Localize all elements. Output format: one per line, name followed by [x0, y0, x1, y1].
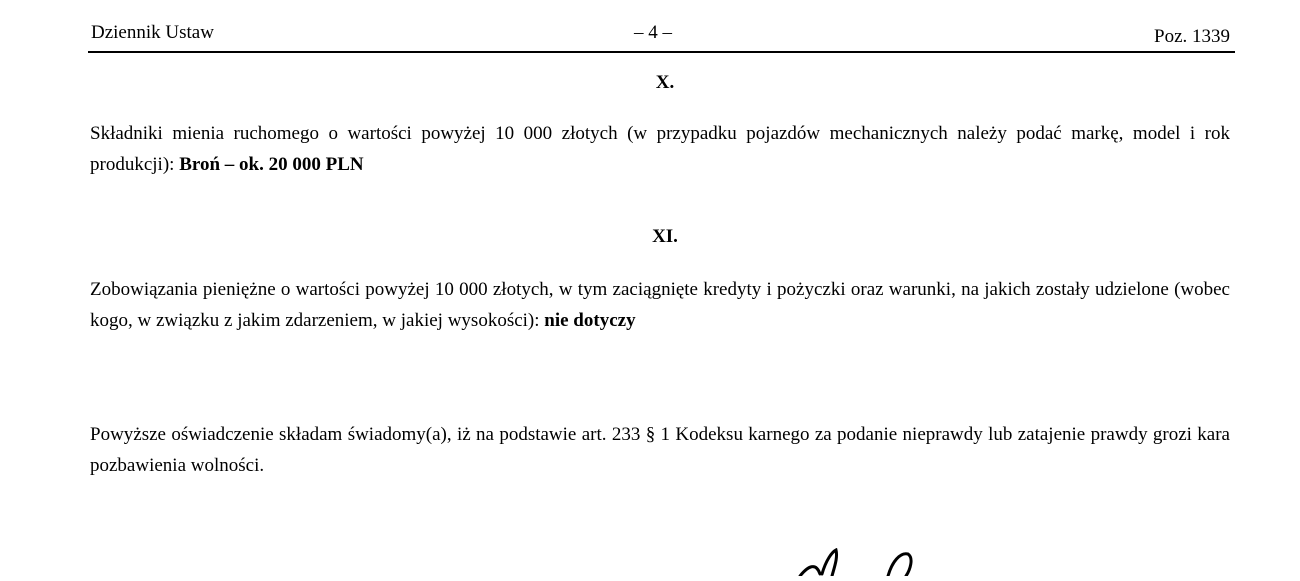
- section-x-text: Składniki mienia ruchomego o wartości powyżej 10 000 złotych (w przypadku pojazdów mechanicznych należy podać markę, model i rok produkcji):: [90, 123, 1230, 175]
- position-number: Poz. 1339: [1154, 26, 1230, 47]
- signature-icon: [760, 548, 940, 576]
- section-xi-title: XI.: [652, 226, 678, 247]
- section-xi-paragraph: [90, 274, 1230, 336]
- header-divider: [88, 51, 1235, 53]
- section-x-paragraph: [90, 118, 1230, 180]
- declaration-paragraph: Powyższe oświadczenie składam świadomy(a), iż na podstawie art. 233 § 1 Kodeksu karnego za podanie nieprawdy lub zatajenie prawdy grozi kara pozbawienia wolności.: [90, 424, 1230, 476]
- page-header: [88, 20, 1234, 50]
- section-x-answer: Broń – ok. 20 000 PLN: [179, 154, 364, 175]
- section-xi-answer: nie dotyczy: [544, 310, 636, 331]
- journal-name: Dziennik Ustaw: [91, 22, 214, 43]
- page-number: – 4 –: [634, 22, 672, 43]
- section-xi-text: Zobowiązania pieniężne o wartości powyżej 10 000 złotych, w tym zaciągnięte kredyty i pożyczki oraz warunki, na jakich zostały udzielone (wobec kogo, w związku z jakim zdarzeniem, w jakiej wysokości):: [90, 279, 1230, 331]
- section-x-title: X.: [655, 72, 675, 93]
